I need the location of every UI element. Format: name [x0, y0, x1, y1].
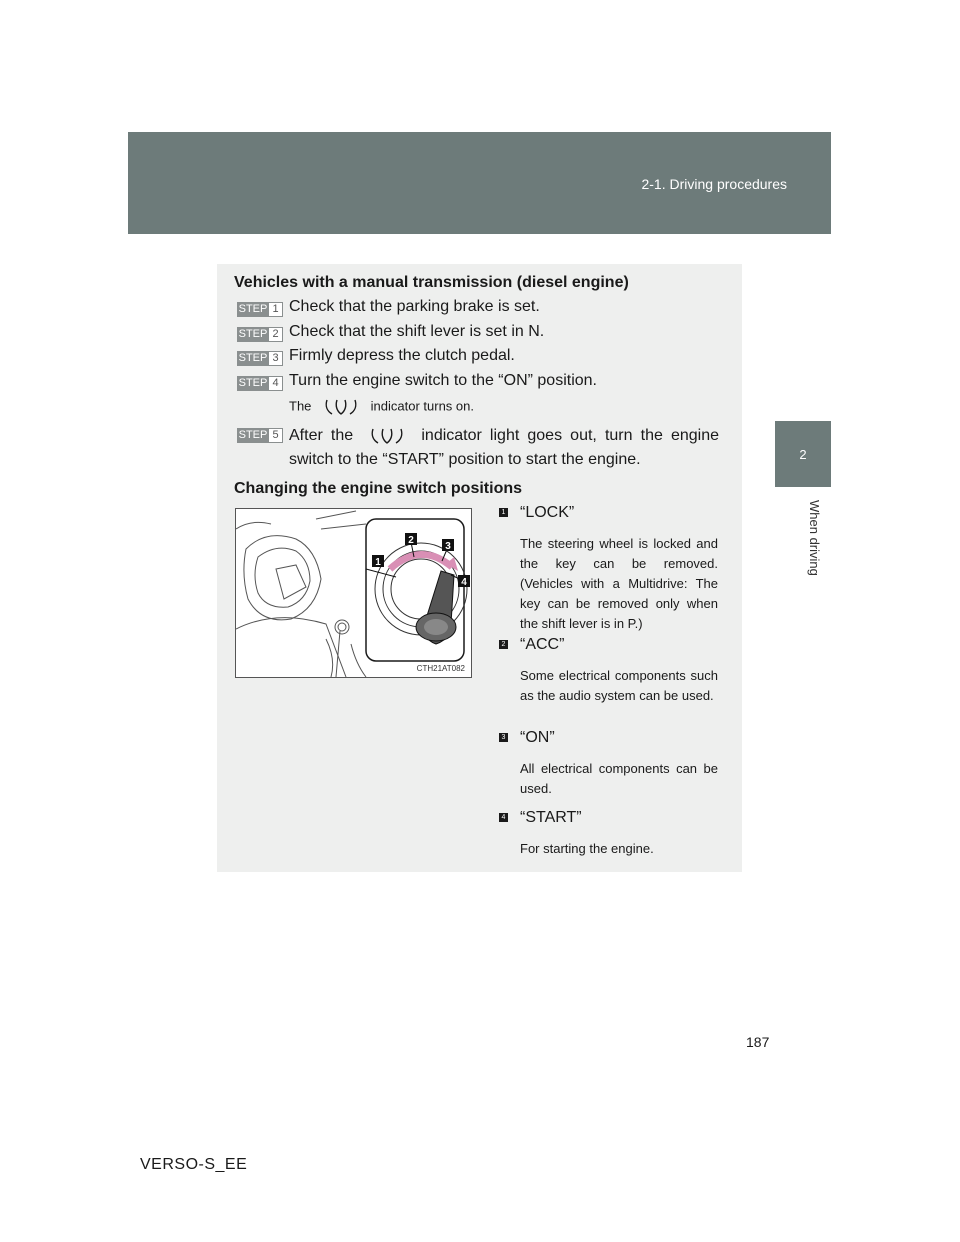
- content-box: [217, 264, 742, 872]
- position-title: “ON”: [520, 729, 555, 746]
- chapter-tab[interactable]: [775, 421, 831, 487]
- figure-label-1: [372, 555, 384, 568]
- section-heading: Vehicles with a manual transmission (diesel engine): [234, 274, 629, 291]
- step-badge: STEP 1: [237, 302, 283, 317]
- position-description: All electrical components can be used.: [520, 761, 718, 796]
- svg-text:1: 1: [375, 557, 381, 568]
- glow-plug-indicator-icon: [369, 427, 405, 445]
- chapter-number: 2: [799, 446, 807, 462]
- step-text: After the indicator light goes out, turn the engine switch to the “START” position to start the engine.: [289, 427, 720, 468]
- position-marker: 1: [499, 508, 508, 517]
- position-marker: 3: [499, 733, 508, 742]
- svg-text:2: 2: [408, 535, 414, 546]
- position-marker: 4: [499, 813, 508, 822]
- position-description: Some electrical components such as the audio system can be used.: [520, 668, 718, 703]
- position-title: “LOCK”: [520, 504, 575, 521]
- figure-label-2: [405, 533, 417, 546]
- step-4-note: The indicator turns on.: [289, 398, 474, 416]
- position-marker: 2: [499, 640, 508, 649]
- step-text: Turn the engine switch to the “ON” position.: [289, 372, 597, 389]
- chapter-label: When driving: [807, 500, 822, 576]
- step-text: Check that the shift lever is set in N.: [289, 323, 545, 340]
- model-code: VERSO-S_EE: [140, 1156, 248, 1173]
- step-badge: STEP 4: [237, 376, 283, 391]
- position-title: “START”: [520, 809, 582, 826]
- svg-text:3: 3: [445, 541, 451, 552]
- header-band: [128, 132, 831, 234]
- step-badge: STEP 2: [237, 327, 283, 342]
- page-number: 187: [746, 1034, 770, 1050]
- ignition-illustration: [235, 508, 472, 678]
- figure-label-3: [442, 539, 454, 552]
- figure-label-4: [458, 575, 470, 588]
- step-badge: STEP 3: [237, 351, 283, 366]
- position-description: The steering wheel is locked and the key can be removed. (Vehicles with a Multidrive: The key can be removed only when the shift lever is in P.): [520, 536, 718, 631]
- position-title: “ACC”: [520, 636, 565, 653]
- svg-text:4: 4: [461, 577, 467, 588]
- step-badge: STEP 5: [237, 428, 283, 443]
- step-text: Check that the parking brake is set.: [289, 298, 540, 315]
- section-title: 2-1. Driving procedures: [641, 176, 787, 192]
- position-description: For starting the engine.: [520, 841, 654, 856]
- step-text: Firmly depress the clutch pedal.: [289, 347, 515, 364]
- switch-heading: Changing the engine switch positions: [234, 480, 523, 497]
- ignition-drawing: [236, 509, 471, 677]
- glow-plug-indicator-icon: [323, 398, 359, 416]
- figure-code: CTH21AT082: [416, 664, 465, 673]
